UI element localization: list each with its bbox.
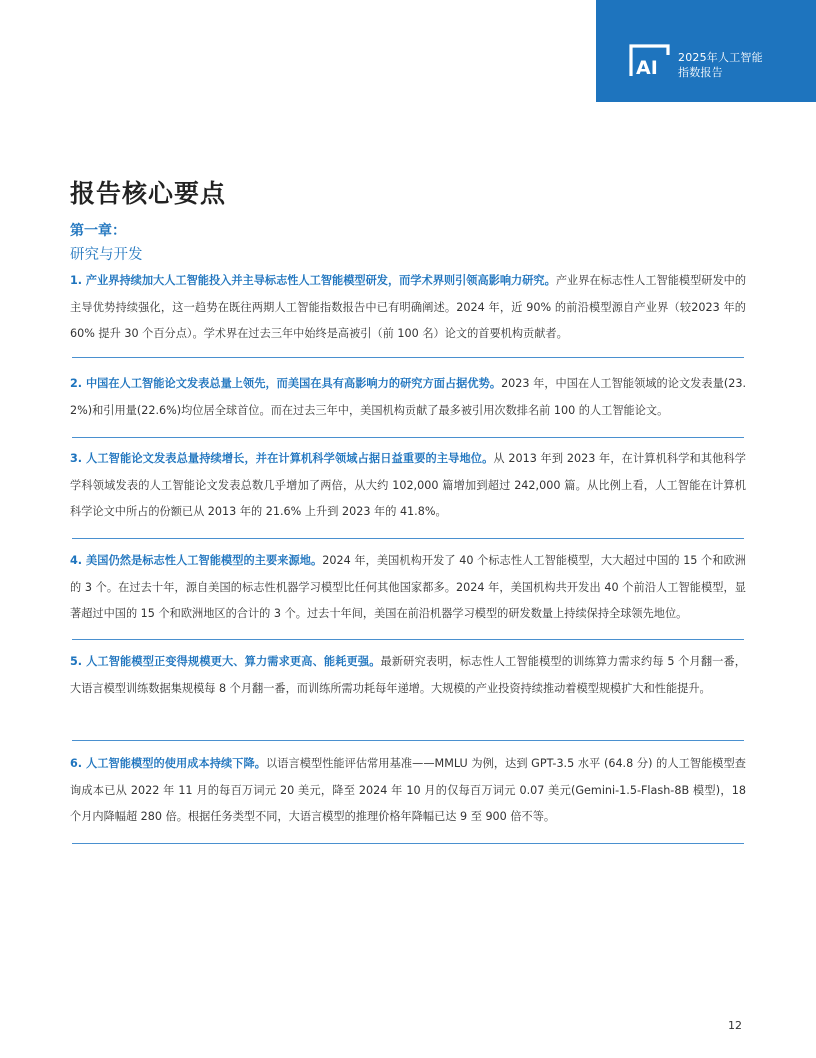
key-point-heading: 1. 产业界持续加大人工智能投入并主导标志性人工智能模型研发，而学术界则引领高影响力研究。	[70, 274, 556, 287]
divider	[72, 357, 744, 358]
key-point-body: 2024 年，美国机构开发了 40 个标志性人工智能模型，大大超过中国的 15 个和欧洲的 3 个。在过去十年，源自美国的标志性机器学习模型比任何其他国家都多。2024 年，美国机构共开发出 40 个前沿人工智能模型，显著超过中国的 15 个和欧洲地区的合计的 3 个。过去十年间，美国在前沿机器学习模型的研发数量上持续保持全球领先地位。	[70, 554, 746, 620]
key-point-body: 2023 年，中国在人工智能领域的论文发表量(23.2%)和引用量(22.6%)均位居全球首位。而在过去三年中，美国机构贡献了最多被引用次数排名前 100 的人工智能论文。	[70, 377, 746, 417]
report-name-line1: 2025年人工智能	[678, 51, 763, 64]
divider	[72, 639, 744, 640]
page-title: 报告核心要点	[70, 179, 227, 208]
key-point-body: 最新研究表明，标志性人工智能模型的训练算力需求约每 5 个月翻一番，大语言模型训练数据集规模每 8 个月翻一番，而训练所需功耗每年递增。大规模的产业投资持续推动着模型规模扩大和性能提升。	[70, 655, 746, 695]
divider	[72, 740, 744, 741]
key-point-heading: 6. 人工智能模型的使用成本持续下降。	[70, 757, 266, 770]
key-point-5	[70, 649, 746, 702]
ai-logo-icon	[628, 42, 670, 78]
key-point-body: 产业界在标志性人工智能模型研发中的主导优势持续强化，这一趋势在既往两期人工智能指数报告中已有明确阐述。2024 年，近 90% 的前沿模型源自产业界（较2023 年的 60% 提升 30 个百分点）。学术界在过去三年中始终是高被引（前 100 名）论文的首要机构贡献者。	[70, 274, 747, 340]
report-name-line2: 指数报告	[678, 66, 723, 79]
key-point-4	[70, 548, 746, 628]
key-point-body: 以语言模型性能评估常用基准——MMLU 为例，达到 GPT-3.5 水平 (64.8 分) 的人工智能模型查询成本已从 2022 年 11 月的每百万词元 20 美元，降至 2024 年 10 月的仅每百万词元 0.07 美元(Gemini-1.5-Flash-8B 模型)，18 个月内降幅超 280 倍。根据任务类型不同，大语言模型的推理价格年降幅已达 9 至 900 倍不等。	[70, 757, 746, 823]
report-brand-header	[596, 0, 816, 102]
key-point-heading: 5. 人工智能模型正变得规模更大、算力需求更高、能耗更强。	[70, 655, 381, 668]
key-point-3	[70, 446, 746, 526]
divider	[72, 437, 744, 438]
key-point-heading: 3. 人工智能论文发表总量持续增长，并在计算机科学领域占据日益重要的主导地位。	[70, 452, 494, 465]
key-point-heading: 4. 美国仍然是标志性人工智能模型的主要来源地。	[70, 554, 323, 567]
divider	[72, 843, 744, 844]
divider	[72, 538, 744, 539]
chapter-name: 研究与开发	[70, 247, 143, 263]
chapter-label: 第一章：	[70, 223, 126, 239]
ai-logo-text: AI	[636, 57, 658, 78]
key-point-heading: 2. 中国在人工智能论文发表总量上领先，而美国在具有高影响力的研究方面占据优势。	[70, 377, 502, 390]
page-number: 12	[728, 1019, 742, 1032]
report-name	[678, 50, 763, 80]
key-point-1	[70, 268, 746, 348]
key-point-6	[70, 751, 746, 831]
key-point-2	[70, 371, 746, 424]
key-point-body: 从 2013 年到 2023 年，在计算机科学和其他科学学科领域发表的人工智能论文发表总数几乎增加了两倍，从大约 102,000 篇增加到超过 242,000 篇。从比例上看，人工智能在计算机科学论文中所占的份额已从 2013 年的 21.6% 上升到 2023 年的 41.8%。	[70, 452, 746, 518]
